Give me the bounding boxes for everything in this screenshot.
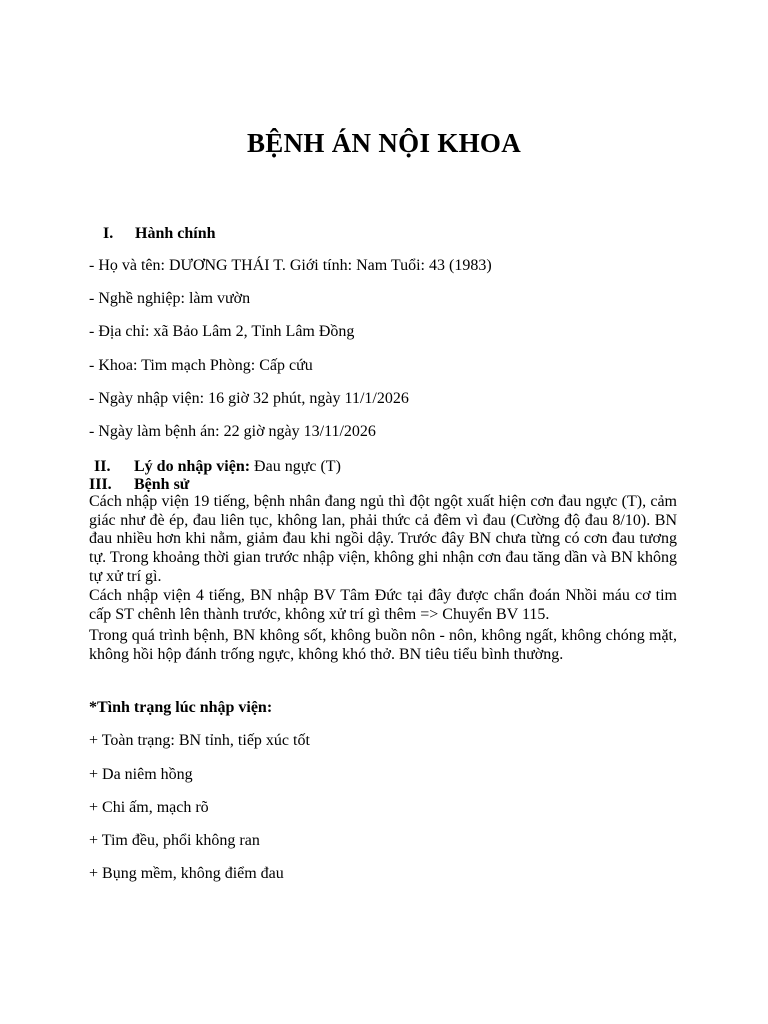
history-paragraph: Trong quá trình bệnh, BN không sốt, không buồn nôn - nôn, không ngất, không chóng mặt, không hồi hộp đánh trống ngực, không khó thở. BN tiêu tiểu bình thường. [89,627,677,663]
admin-record-date-line: - Ngày làm bệnh án: 22 giờ ngày 13/11/2026 [89,423,376,440]
admin-admission-date-line: - Ngày nhập viện: 16 giờ 32 phút, ngày 11/1/2026 [89,390,409,407]
admin-address-line: - Địa chỉ: xã Bảo Lâm 2, Tỉnh Lâm Đồng [89,323,355,340]
admission-reason-value: Đau ngực (T) [250,458,341,475]
section-number: III. [89,476,112,493]
admin-name-line: - Họ và tên: DƯƠNG THÁI T. Giới tính: Nam Tuổi: 43 (1983) [89,257,492,274]
admin-department-line: - Khoa: Tim mạch Phòng: Cấp cứu [89,357,313,374]
admission-status-item: + Bụng mềm, không điểm đau [89,865,284,882]
history-paragraph: Cách nhập viện 19 tiếng, bệnh nhân đang ngủ thì đột ngột xuất hiện cơn đau ngực (T), cảm giác như đè ép, đau liên tục, không lan, phải thức cả đêm vì đau (Cường độ đau 8/10). BN đau nhiều hơn khi nằm, giảm đau khi ngồi dậy. Trước đây BN chưa từng có cơn đau tương tự. Trong khoảng thời gian trước nhập viện, không ghi nhận cơn đau tăng dần và BN không tự xử trí gì. [89,493,677,585]
admission-status-item: + Tim đều, phổi không ran [89,832,260,849]
admission-status-item: + Toàn trạng: BN tỉnh, tiếp xúc tốt [89,732,310,749]
section-title: Hành chính [135,225,216,242]
admission-status-item: + Da niêm hồng [89,766,193,783]
admin-occupation-line: - Nghề nghiệp: làm vườn [89,290,251,307]
admission-status-item: + Chi ấm, mạch rõ [89,799,209,816]
document-title: BỆNH ÁN NỘI KHOA [246,128,522,158]
section-title: Lý do nhập viện: [134,458,251,475]
section-number: II. [94,458,111,475]
section-title-group [134,457,341,477]
admission-status-heading: *Tình trạng lúc nhập viện: [89,699,273,716]
history-paragraph: Cách nhập viện 4 tiếng, BN nhập BV Tâm Đức tại đây được chẩn đoán Nhồi máu cơ tim cấp ST chênh lên thành trước, không xử trí gì thêm => Chuyển BV 115. [89,587,677,623]
section-number: I. [103,225,114,242]
section-title: Bệnh sử [134,476,190,493]
